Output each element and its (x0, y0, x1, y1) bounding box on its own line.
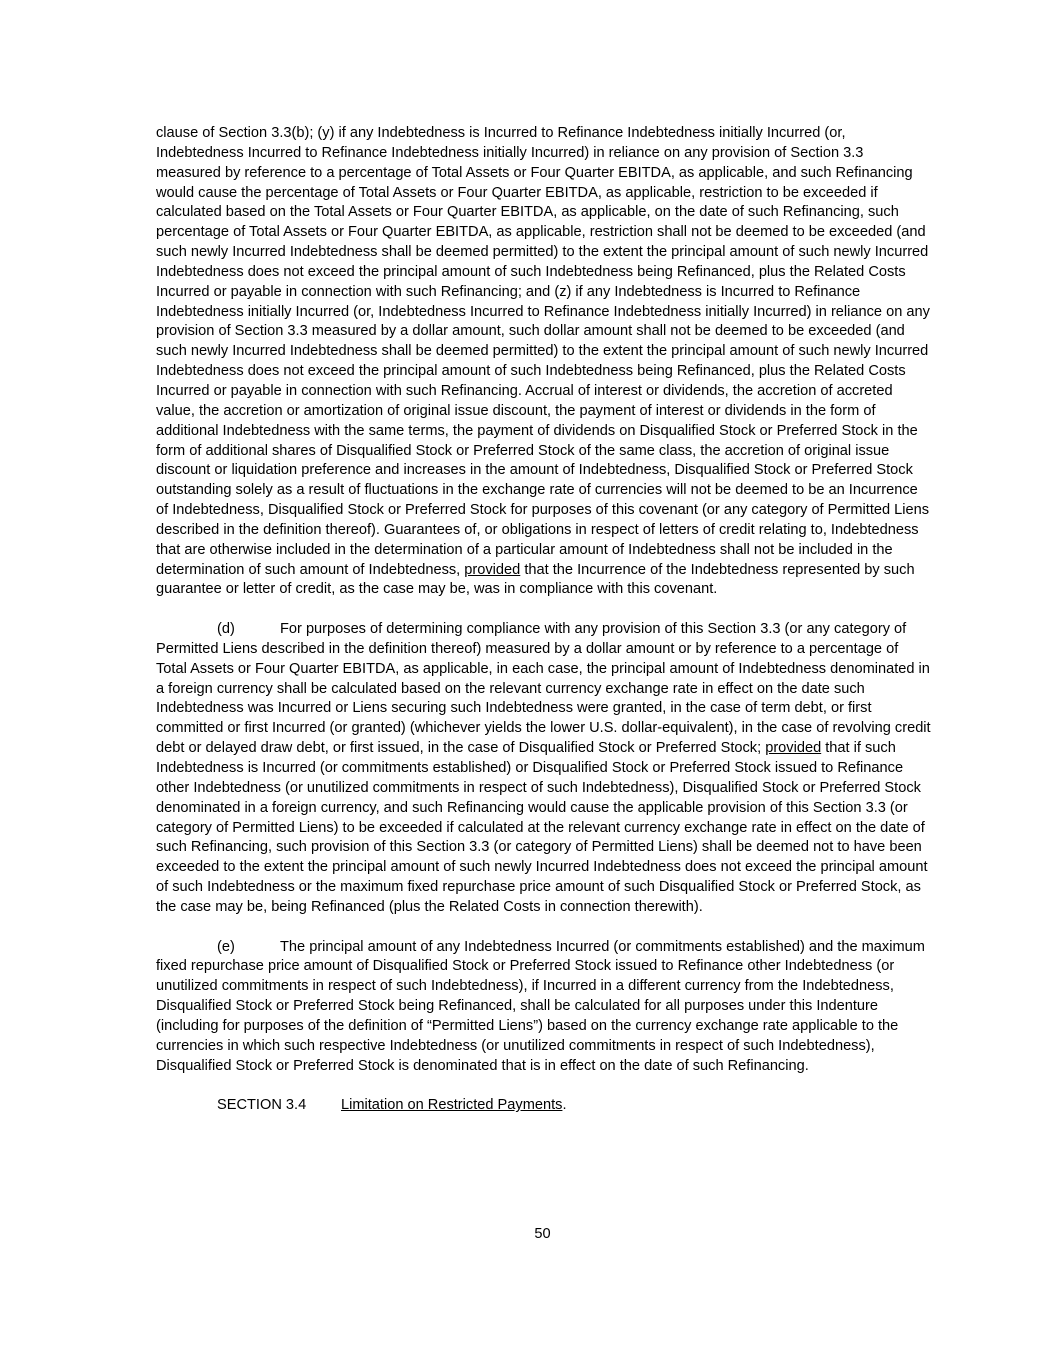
paragraph-spacer (156, 1077, 932, 1097)
paragraph-d (156, 620, 932, 918)
paragraph-spacer (156, 918, 932, 938)
section-title: Limitation on Restricted Payments (341, 1097, 563, 1114)
paragraph-1-provided-underlined: provided (464, 561, 521, 578)
section-title-period: . (562, 1097, 567, 1114)
paragraph-1-text-1: clause of Section 3.3(b); (y) if any Indebtedness is Incurred to Refinance Indebtedness initially Incurred (or, Indebtedness Incurred to Refinance Indebtedness initially Incurred) in reliance on any provision of Section 3.3 measured by reference to a percentage of Total Assets or Four Quarter EBITDA, as applicable, and such Refinancing would cause the percentage of Total Assets or Four Quarter EBITDA, as applicable, restriction to be exceeded if calculated based on the Total Assets or Four Quarter EBITDA, as applicable, on the date of such Refinancing, such percentage of Total Assets or Four Quarter EBITDA, as applicable, restriction shall not be deemed to be exceeded (and such newly Incurred Indebtedness shall be deemed permitted) to the extent the principal amount of such newly Incurred Indebtedness does not exceed the principal amount of such Indebtedness being Refinanced, plus the Related Costs Incurred or payable in connection with such Refinancing; and (z) if any Indebtedness is Incurred to Refinance Indebtedness initially Incurred (or, Indebtedness Incurred to Refinance Indebtedness initially Incurred) in reliance on any provision of Section 3.3 measured by a dollar amount, such dollar amount shall not be deemed to be exceeded (and such newly Incurred Indebtedness shall be deemed permitted) to the extent the principal amount of such newly Incurred Indebtedness does not exceed the principal amount of such Indebtedness being Refinanced, plus the Related Costs Incurred or payable in connection with such Refinancing. Accrual of interest or dividends, the accretion of accreted value, the accretion or amortization of original issue discount, the payment of interest or dividends in the form of additional Indebtedness with the same terms, the payment of dividends on Disqualified Stock or Preferred Stock in the form of additional shares of Disqualified Stock or Preferred Stock of the same class, the accretion of original issue discount or liquidation preference and increases in the amount of Indebtedness, Disqualified Stock or Preferred Stock outstanding solely as a result of fluctuations in the exchange rate of currencies will not be deemed to be an Incurrence of Indebtedness, Disqualified Stock or Preferred Stock for purposes of this covenant (or any category of Permitted Liens described in the definition thereof). Guarantees of, or obligations in respect of letters of credit relating to, Indebtedness that are otherwise included in the determination of a particular amount of Indebtedness shall not be included in the determination of such amount of Indebtedness, (156, 125, 930, 578)
paragraph-e-text: The principal amount of any Indebtedness Incurred (or commitments established) and the maximum fixed repurchase price amount of Disqualified Stock or Preferred Stock issued to Refinance other Indebtedness (or unutilized commitments in respect of such Indebtedness), if Incurred in a different currency from the Indebtedness, Disqualified Stock or Preferred Stock being Refinanced, shall be calculated for all purposes under this Indenture (including for purposes of the definition of “Permitted Liens”) based on the currency exchange rate applicable to the currencies in which such respective Indebtedness (or unutilized commitments in respect of such Indebtedness), Disqualified Stock or Preferred Stock is denominated that is in effect on the date of such Refinancing. (156, 938, 925, 1074)
paragraph-d-text-2: that if such Indebtedness is Incurred (or commitments established) or Disqualified Stock or Preferred Stock issued to Refinance other Indebtedness (or unutilized commitments in respect of such Indebtedness), Disqualified Stock or Preferred Stock denominated in a foreign currency, and such Refinancing would cause the applicable provision of this Section 3.3 (or category of Permitted Liens) to be exceeded if calculated at the relevant currency exchange rate in effect on the date of such Refinancing, such provision of this Section 3.3 (or category of Permitted Liens) shall be deemed not to have been exceeded to the extent the principal amount of such newly Incurred Indebtedness does not exceed the principal amount of such Indebtedness or the maximum fixed repurchase price amount of such Disqualified Stock or Preferred Stock, as the case may be, being Refinanced (plus the Related Costs in connection therewith). (156, 740, 928, 915)
paragraph-d-label: (d) (217, 621, 235, 638)
paragraph-spacer (156, 600, 932, 620)
section-number: SECTION 3.4 (217, 1097, 307, 1114)
document-body (156, 124, 932, 1116)
paragraph-1-text-2: that the Incurrence of the Indebtedness represented by such guarantee or letter of credit, as the case may be, was in compliance with this covenant. (156, 561, 915, 598)
paragraph-d-text-1: For purposes of determining compliance with any provision of this Section 3.3 (or any category of Permitted Liens described in the definition thereof) measured by a dollar amount or by reference to a percentage of Total Assets or Four Quarter EBITDA, as applicable, in each case, the principal amount of Indebtedness denominated in a foreign currency shall be calculated based on the relevant currency exchange rate in effect on the date such Indebtedness was Incurred or Liens securing such Indebtedness were granted, in the case of term debt, or first committed or first Incurred (or granted) (whichever yields the lower U.S. dollar-equivalent), in the case of revolving credit debt or delayed draw debt, or first issued, in the case of Disqualified Stock or Preferred Stock; (156, 621, 931, 757)
paragraph-continuation (156, 124, 932, 600)
paragraph-e (156, 938, 932, 1077)
paragraph-d-provided-underlined: provided (765, 740, 822, 757)
page-number: 50 (534, 1226, 551, 1242)
section-heading (156, 1096, 932, 1116)
paragraph-e-label: (e) (217, 938, 235, 955)
